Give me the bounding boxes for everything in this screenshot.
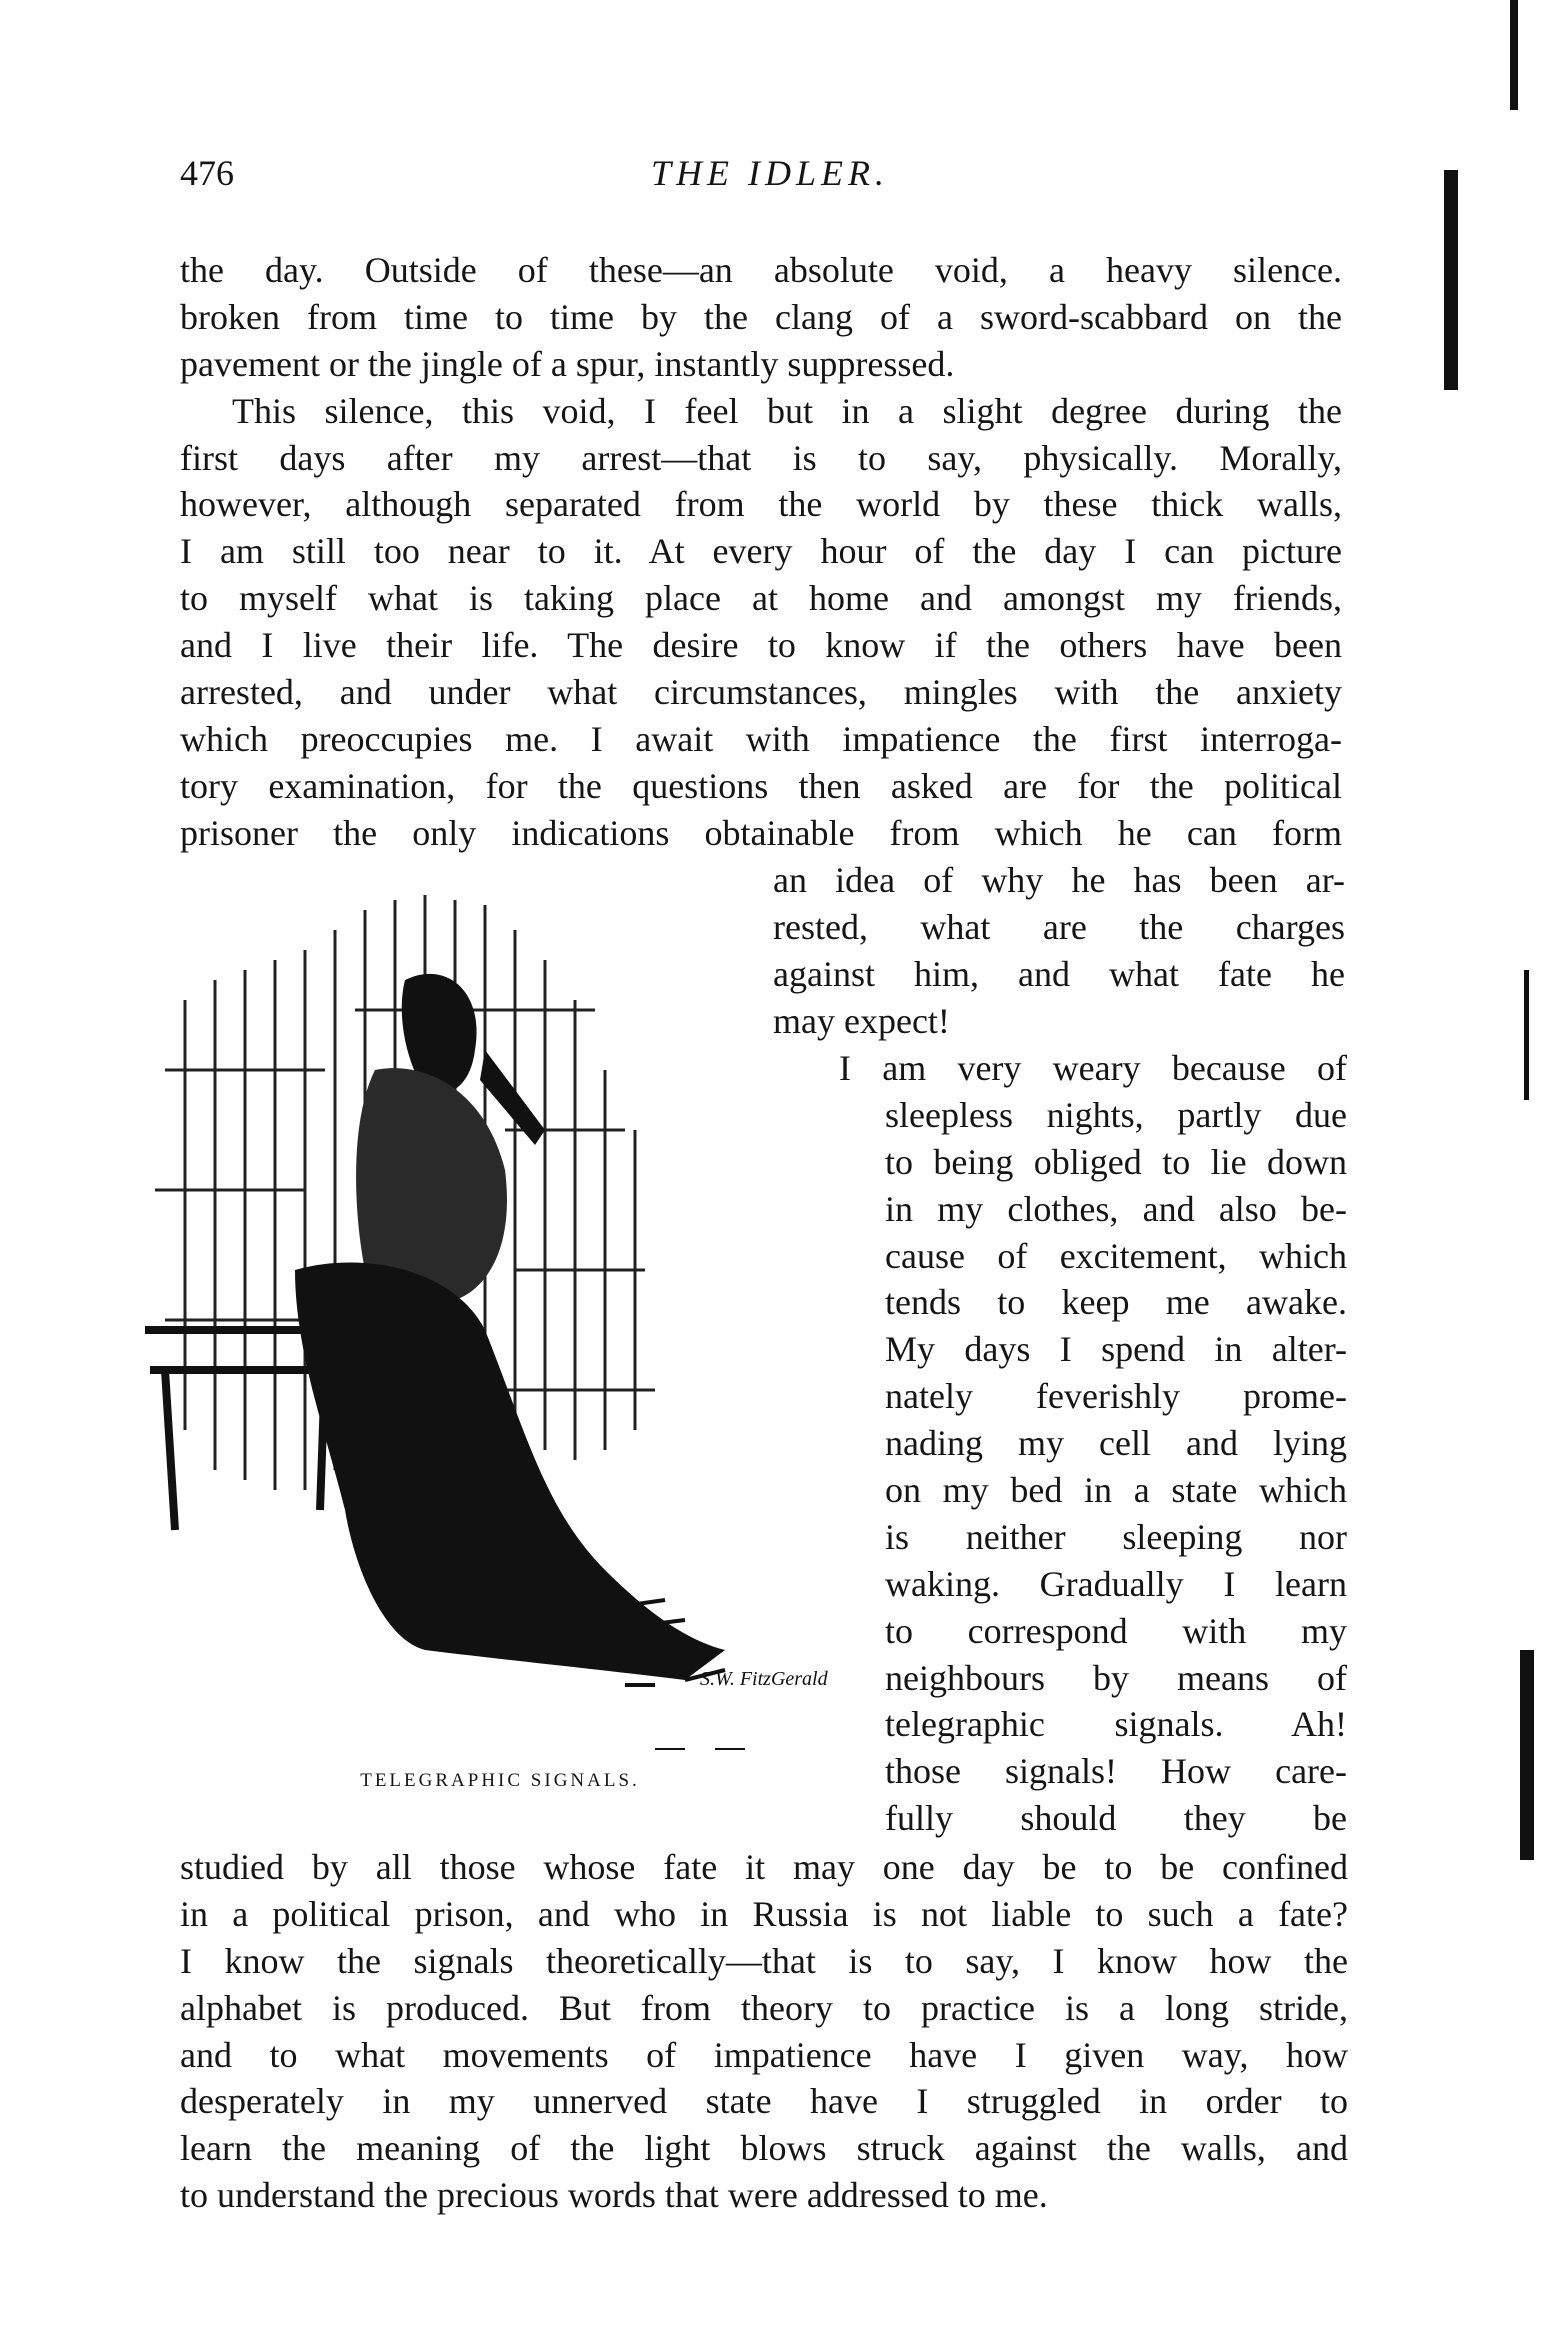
text-line: waking. Gradually I learn — [885, 1563, 1347, 1604]
seated-prisoner-figure — [295, 974, 725, 1680]
text-line: and I live their life. The desire to know if the others have been — [180, 625, 1342, 666]
text-line: which preoccupies me. I await with impatience the first interroga- — [180, 718, 1342, 759]
text-line: This silence, this void, I feel but in a slight degree during the — [232, 390, 1342, 431]
margin-scan-mark — [1520, 1650, 1534, 1860]
text-line: and to what movements of impatience have I given way, how — [180, 2034, 1348, 2075]
engraving-illustration — [125, 870, 830, 1750]
text-block-wrap-2 — [839, 1045, 1347, 1842]
text-line: pavement or the jingle of a spur, instantly suppressed. — [180, 343, 955, 384]
text-line: in my clothes, and also be- — [885, 1188, 1347, 1229]
text-line: to being obliged to lie down — [885, 1141, 1347, 1182]
text-line: I am very weary because of — [839, 1048, 1347, 1088]
text-line: nading my cell and lying — [885, 1423, 1347, 1464]
text-line: an idea of why he has been ar- — [773, 860, 1345, 900]
text-line: alphabet is produced. But from theory to practice is a long stride, — [180, 1987, 1348, 2028]
text-line: neighbours by means of — [885, 1657, 1347, 1698]
text-line: I know the signals theoretically—that is to say, I know how the — [180, 1940, 1348, 1981]
text-line: studied by all those whose fate it may one day be to be confined — [180, 1847, 1348, 1887]
text-line: telegraphic signals. Ah! — [885, 1704, 1347, 1745]
text-line: My days I spend in alter- — [885, 1329, 1347, 1370]
illustration-caption: TELEGRAPHIC SIGNALS. — [360, 1770, 640, 1791]
text-block-bottom — [180, 1844, 1348, 2219]
text-line: cause of excitement, which — [885, 1235, 1347, 1276]
text-line: prisoner the only indications obtainable from which he can form — [180, 812, 1342, 853]
text-line: in a political prison, and who in Russia is not liable to such a fate? — [180, 1893, 1348, 1934]
text-line: to correspond with my — [885, 1610, 1347, 1651]
text-line: desperately in my unnerved state have I struggled in order to — [180, 2081, 1348, 2122]
margin-scan-mark — [1510, 0, 1518, 110]
text-line: is neither sleeping nor — [885, 1516, 1347, 1557]
page-number: 476 — [180, 153, 234, 193]
text-line: broken from time to time by the clang of a sword-scabbard on the — [180, 296, 1342, 337]
text-line: to myself what is taking place at home and amongst my friends, — [180, 578, 1342, 619]
text-block-top — [180, 247, 1342, 857]
margin-scan-mark — [1444, 170, 1458, 390]
text-line: the day. Outside of these—an absolute void, a heavy silence. — [180, 250, 1342, 290]
text-line: I am still too near to it. At every hour of the day I can picture — [180, 531, 1342, 572]
text-line: however, although separated from the world by these thick walls, — [180, 484, 1342, 525]
text-line: rested, what are the charges — [773, 906, 1345, 947]
text-line: arrested, and under what circumstances, mingles with the anxiety — [180, 672, 1342, 713]
text-line: to understand the precious words that were addressed to me. — [180, 2175, 1048, 2216]
text-line: learn the meaning of the light blows struck against the walls, and — [180, 2128, 1348, 2169]
artist-signature: S.W. FitzGerald — [700, 1668, 828, 1690]
margin-scan-mark — [1524, 970, 1529, 1100]
text-line: sleepless nights, partly due — [885, 1094, 1347, 1135]
text-line: first days after my arrest—that is to say, physically. Morally, — [180, 437, 1342, 478]
text-line: against him, and what fate he — [773, 953, 1345, 994]
text-line: fully should they be — [885, 1798, 1347, 1839]
text-block-wrap-1 — [773, 857, 1345, 1045]
text-line: on my bed in a state which — [885, 1470, 1347, 1511]
text-line: those signals! How care- — [885, 1751, 1347, 1792]
text-line: nately feverishly prome- — [885, 1376, 1347, 1417]
text-line: tends to keep me awake. — [885, 1282, 1347, 1323]
text-line: may expect! — [773, 1000, 950, 1041]
text-line: tory examination, for the questions then asked are for the political — [180, 765, 1342, 806]
running-title: THE IDLER. — [651, 153, 889, 193]
